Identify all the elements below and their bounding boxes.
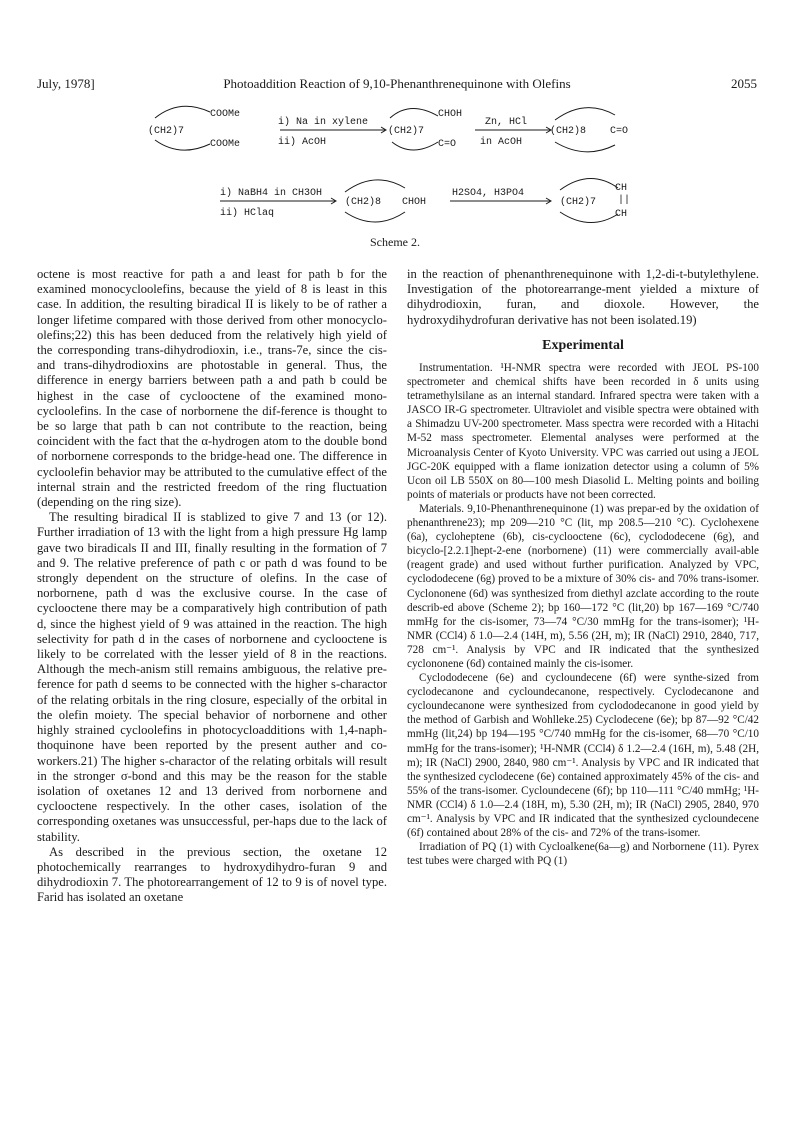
step-4: H2SO4, H3PO4 — [452, 188, 525, 199]
ring-top-4 — [345, 180, 405, 192]
paragraph: Irradiation of PQ (1) with Cycloalkene(6a—g) and Norbornene (11). Pyrex test tubes were charged with PQ (1) — [407, 841, 759, 868]
paragraph: in the reaction of phenanthrenequinone with 1,2-di-t-butylethylene. Investigation of the photorearrange-ment yielded a mixture of dihydrodioxin, furan, and dioxole. However, the hydroxydihydrofuran derivative has not been isolated.19) — [407, 267, 759, 327]
section-heading: Experimental — [542, 337, 624, 353]
step-3a: i) NaBH4 in CH3OH — [220, 188, 323, 199]
ch2-7-label-1: (CH2)7 — [148, 126, 185, 137]
header-date: July, 1978] — [37, 76, 95, 91]
coome-top: COOMe — [210, 109, 241, 120]
scheme-caption: Scheme 2. — [370, 235, 420, 249]
paragraph: The resulting biradical II is stablized to give 7 and 13 (or 12). Further irradiation of 13 with the light from a high pressure Hg lamp gave two biradicals II and III, finally resulting in the formation of 7 and 9. The relative preference of path c or path d was found to be strongly dependent on the structure of olefins. In the case of norbornene, path d was the exclusive course. In the case of cyclooctene there may be a comparatively high contribution of path d, since the highest yield of 9 was attained in the reaction. The high selectivity for path d in the cases of norbornene and cyclooctene is likely to be correlated with the lesser yield of 8 in the reactions. Although the mech-anism still remains ambiguous, the relative pre-ference for path d seems to be connected with the higher s-charactor of the relating orbitals in the ring closure, especially of the orbital in the olefin moiety. The special behavior of norbornene and other highly strained cycloolefins in photocycloadditions with 1,4-naph-thoquinone have been reported by the present auther and co-workers.21) The higher s-charactor of the relating orbitals will result in the stronger σ-bond and this may be the reason for the stable isolation of oxetanes 12 and 13 derived from norbornene and cyclooctene respectively. In the other cases, isolation of the corresponding oxetanes was unsuccessful, per-haps due to the lack of stability. — [37, 510, 387, 844]
left-column — [37, 267, 387, 906]
step-3b: ii) HClaq — [220, 208, 275, 219]
ch2-8-label-2: (CH2)8 — [345, 197, 382, 208]
choh-label: CHOH — [438, 109, 463, 120]
co-label-2: C=O — [610, 126, 629, 137]
paragraph: Materials. 9,10-Phenanthrenequinone (1) was prepar-ed by the oxidation of phenanthrene23); mp 209—210 °C (lit, mp 208.5—210 °C). Cyclohexene (6a), cycloheptene (6b), cis-cyclooctene (6c), cyclododecene (6g), and bicyclo-[2.2.1]hept-2-ene (norbornene) (11) were commercially avail-able (reagent grade) and used without further purification. Analyzed by VPC, cyclododecene (6g) proved to be a mixture of 30% cis- and 70% trans-isomer. Cyclononene (6d) was synthesized from diethyl azclate according to the route describ-ed above (Scheme 2); bp 160—172 °C (lit,20) bp 167—169 °C/740 mmHg for the cis-isomer, 73—74 °C/30 mmHg for the trans-isomer); ¹H-NMR (CCl4) δ 1.0—2.4 (14H, m), 5.56 (2H, m); IR (NaCl) 2910, 2840, 717, 728 cm⁻¹. Analysis by VPC and IR indicated that the synthesized cyclononene (6d) contained mainly the cis-isomer. — [407, 502, 759, 670]
header-title: Photoaddition Reaction of 9,10-Phenanthrenequinone with Olefins — [223, 76, 571, 91]
ring-top-5 — [560, 178, 618, 190]
step-1a: i) Na in xylene — [278, 117, 369, 128]
scheme-2 — [140, 100, 680, 250]
choh-label-2: CHOH — [402, 197, 427, 208]
svg-text:||: || — [618, 195, 631, 206]
ch2-8-label-1: (CH2)8 — [550, 126, 587, 137]
right-column — [407, 267, 759, 868]
ch2-7-label-2: (CH2)7 — [388, 126, 425, 137]
paragraph: As described in the previous section, the oxetane 12 photochemically rearranges to hydroxydihydro-furan 9 and dihydrodioxin 7. The photorearrangement of 12 to 9 is of novel type. Farid has isolated an oxetane — [37, 844, 387, 905]
ch2-7-label-3: (CH2)7 — [560, 197, 597, 208]
ring-top-3 — [555, 108, 615, 120]
co-label-1: C=O — [438, 139, 457, 150]
paragraph: Instrumentation. ¹H-NMR spectra were recorded with JEOL PS-100 spectrometer and chemical shifts have been recorded in δ units using tetramethylsilane as an internal standard. Infrared spectra were taken with a JASCO IR-G spectrometer. Ultraviolet and visible spectra were obtained with a Shimadzu UV-200 spectrometer. Mass spectra were recorded with a Hitachi M-52 mass spectrometer. Elemental analyses were performed at the Microanalysis Center of Kyoto University. VPC was carried out using a JEOL JGC-20K equipped with a flame ionization detector using a column of 5% Ucon oil LB 550X on 80—100 mesh Diasolid L. Melting points and boiling points of materials or products have not been corrected. — [407, 362, 759, 501]
step-2b: in AcOH — [480, 137, 523, 148]
running-header — [37, 76, 757, 92]
ch-bottom: CH — [615, 209, 628, 220]
page-number: 2055 — [731, 76, 757, 91]
step-2a: Zn, HCl — [485, 117, 528, 128]
ring-bottom-4 — [345, 212, 405, 222]
ring-top-1 — [155, 106, 210, 118]
paragraph: Cyclododecene (6e) and cycloundecene (6f) were synthe-sized from cyclodecanone and cycloundecanone, respectively. Cyclodecanone and cycloundecanone were synthesized from cyclododecanone in good yield by the method of Garbish and Wohlleke.25) Cyclodecene (6e); bp 87—92 °C/42 mmHg (lit,24) bp 194—195 °C/740 mmHg for the cis-isomer, 68—70 °C/10 mmHg for the trans-isomer); ¹H-NMR (CCl4) δ 1.2—2.4 (16H, m), 5.48 (2H, m); IR (NaCl) 2900, 2840, 980 cm⁻¹. Analysis by VPC and IR indicated that the synthesized cyclodecene (6e) contained approximately 45% of the cis- and 55% of the trans-isomer. Cycloundecene (6f); bp 110—111 °C/40 mmHg; ¹H-NMR (CCl4) δ 1.0—2.4 (18H, m), 5.30 (2H, m); IR (NaCl) 2905, 2840, 970 cm⁻¹. Analysis by VPC and IR indicated that the synthesized cycloundecene (6f) contained about 28% of the cis- and 72% of the trans-isomer. — [407, 672, 759, 840]
ring-bottom-1 — [155, 140, 210, 150]
step-1b: ii) AcOH — [278, 137, 327, 148]
ring-bottom-2 — [392, 142, 438, 150]
ch-top: CH — [615, 183, 628, 194]
ring-bottom-3 — [555, 142, 615, 152]
ring-top-2 — [390, 108, 438, 118]
ring-bottom-5 — [560, 212, 618, 223]
coome-bottom: COOMe — [210, 139, 241, 150]
paragraph: octene is most reactive for path a and least for path b for the examined monocycloolefins, because the yield of 8 is least in this case. In addition, the resulting biradical II is likely to be of rather a longer lifetime compared with those derived from other monocyclo-olefins;22) this has been deduced from the relatively high yield of the corresponding trans-dihydrodioxin, i.e., trans-7e, since the cis- and trans-dihydrodioxins are photostable in general. Thus, the difference in energy barriers between path a and path b could be highest in the case of cyclooctene of the examined mono-cycloolefins. In the case of norbornene the dif-ference is thought to be so large that path b can not contribute to the reaction, being coincident with the fact that the α-hydrogen atom to the double bond of norbornene corresponds to the bridge-head one. The difference in cycloolefin behavior may be attributed to the cumulative effect of the internal strain and the restricted freedom of the ring fluctuation (depending on the ring size). — [37, 267, 387, 510]
experimental-section — [407, 361, 759, 868]
